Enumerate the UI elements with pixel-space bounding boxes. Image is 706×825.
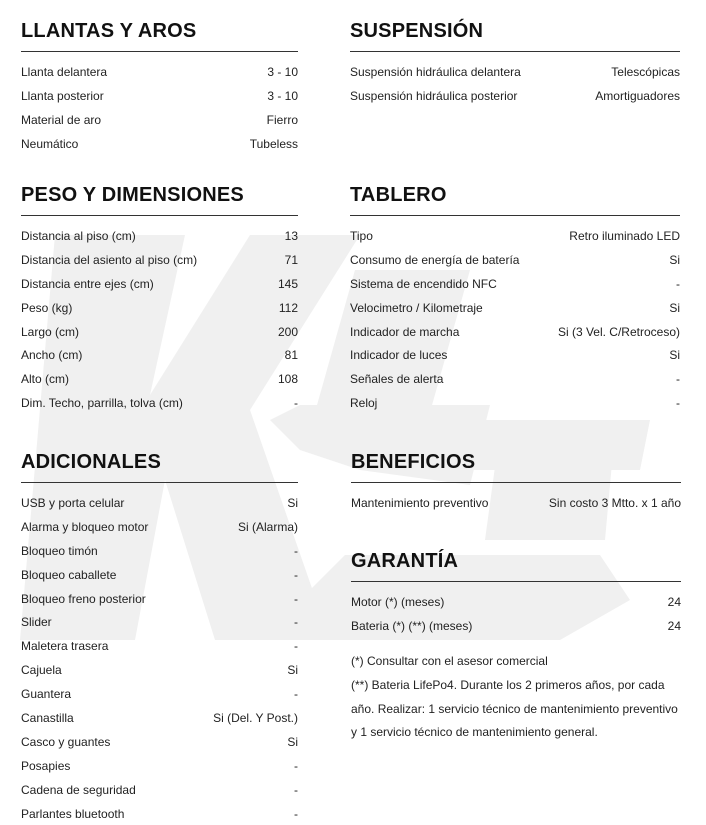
spec-value: 13 [284,228,298,243]
spec-label: Guantera [21,687,72,702]
section-title: GARANTÍA [351,550,681,582]
spec-row [21,367,298,391]
spec-row [350,60,680,84]
spec-label: Canastilla [21,710,74,725]
spec-value: Si [669,252,680,267]
spec-label: Bateria (*) (**) (meses) [351,618,473,633]
spec-label: Material de aro [21,112,102,127]
spec-list [21,224,298,415]
spec-value: 81 [284,348,298,363]
spec-row [21,778,298,802]
spec-value: 24 [667,618,681,633]
spec-label: Tipo [350,228,373,243]
spec-row [21,610,298,634]
spec-value: - [676,372,680,387]
spec-value: 3 - 10 [267,64,298,79]
spec-label: Mantenimiento preventivo [351,495,489,510]
spec-value: 3 - 10 [267,88,298,103]
spec-value: Si [287,495,298,510]
spec-row [21,539,298,563]
spec-value: - [294,591,298,606]
spec-value: - [294,639,298,654]
spec-label: Casco y guantes [21,734,111,749]
spec-value: Fierro [266,112,298,127]
spec-value: - [294,567,298,582]
spec-value: 108 [277,372,298,387]
spec-label: Reloj [350,396,378,411]
spec-value: Retro iluminado LED [569,228,680,243]
spec-list [350,224,680,415]
spec-label: Maletera trasera [21,639,109,654]
spec-value: Si (Del. Y Post.) [213,710,298,725]
spec-row [21,84,298,108]
spec-label: Slider [21,615,52,630]
spec-value: - [294,543,298,558]
spec-label: Llanta delantera [21,64,108,79]
spec-row [21,272,298,296]
spec-row [21,108,298,132]
footnote-line: (*) Consultar con el asesor comercial [351,654,548,668]
section-title: ADICIONALES [21,451,298,483]
spec-label: Dim. Techo, parrilla, tolva (cm) [21,396,183,411]
spec-list [351,590,681,638]
spec-value: Si [669,300,680,315]
spec-label: Suspensión hidráulica delantera [350,64,521,79]
spec-value: Si [669,348,680,363]
spec-row [21,730,298,754]
spec-row [351,614,681,638]
section-peso-y-dimensiones [21,184,298,415]
spec-value: Si (3 Vel. C/Retroceso) [557,324,680,339]
section-title: LLANTAS Y AROS [21,20,298,52]
section-llantas-y-aros [21,20,298,156]
spec-list [351,491,681,515]
spec-value: 71 [284,252,298,267]
spec-row [21,491,298,515]
spec-label: Distancia al piso (cm) [21,228,136,243]
footnotes [351,650,691,745]
section-beneficios [351,451,681,515]
spec-label: Alto (cm) [21,372,69,387]
spec-row [21,682,298,706]
footnote-line: y 1 servicio técnico de mantenimiento general. [351,725,598,740]
spec-label: Distancia entre ejes (cm) [21,276,154,291]
spec-row [21,320,298,344]
spec-row [21,343,298,367]
spec-label: Posapies [21,758,71,773]
spec-list [350,60,680,108]
spec-row [21,658,298,682]
spec-row [21,634,298,658]
spec-value: - [294,782,298,797]
spec-value: Amortiguadores [595,88,680,103]
spec-label: USB y porta celular [21,495,125,510]
spec-row [21,248,298,272]
spec-value: 112 [278,300,298,315]
spec-row [350,248,680,272]
spec-label: Bloqueo freno posterior [21,591,146,606]
spec-row [21,132,298,156]
spec-value: - [294,806,298,821]
spec-value: - [676,276,680,291]
spec-label: Motor (*) (meses) [351,594,445,609]
spec-row [21,224,298,248]
spec-label: Cadena de seguridad [21,782,136,797]
spec-row [350,272,680,296]
spec-row [21,60,298,84]
spec-value: Telescópicas [611,64,680,79]
section-title: TABLERO [350,184,680,216]
footnote-line: (**) Bateria LifePo4. Durante los 2 primeros años, por cada [351,677,665,692]
spec-label: Consumo de energía de batería [350,252,520,267]
spec-label: Parlantes bluetooth [21,806,125,821]
spec-row [350,367,680,391]
spec-label: Sistema de encendido NFC [350,276,497,291]
section-suspension [350,20,680,108]
spec-value: 24 [667,594,681,609]
spec-value: Si [287,734,298,749]
spec-row [21,802,298,825]
section-tablero [350,184,680,415]
spec-value: - [676,396,680,411]
spec-row [350,224,680,248]
section-title: SUSPENSIÓN [350,20,680,52]
spec-list [21,60,298,156]
spec-row [21,515,298,539]
spec-row [350,391,680,415]
spec-row [21,587,298,611]
spec-row [351,590,681,614]
spec-label: Bloqueo timón [21,543,98,558]
spec-label: Ancho (cm) [21,348,83,363]
spec-label: Velocimetro / Kilometraje [350,300,483,315]
spec-label: Peso (kg) [21,300,73,315]
section-garantia [351,550,681,638]
spec-label: Alarma y bloqueo motor [21,519,149,534]
spec-row [21,563,298,587]
spec-label: Llanta posterior [21,88,104,103]
spec-value: 200 [277,324,298,339]
spec-value: - [294,615,298,630]
spec-value: Si (Alarma) [237,519,298,534]
spec-row [350,296,680,320]
spec-row [21,296,298,320]
footnote-line: año. Realizar: 1 servicio técnico de mantenimiento preventivo [351,701,678,716]
spec-value: Si [287,663,298,678]
spec-label: Cajuela [21,663,62,678]
spec-value: Tubeless [249,136,298,151]
spec-row [350,343,680,367]
spec-list [21,491,298,825]
spec-value: 145 [277,276,298,291]
spec-row [350,320,680,344]
spec-label: Indicador de luces [350,348,448,363]
spec-row [21,754,298,778]
spec-label: Neumático [21,136,79,151]
spec-value: - [294,758,298,773]
spec-label: Largo (cm) [21,324,80,339]
spec-row [350,84,680,108]
spec-label: Distancia del asiento al piso (cm) [21,252,198,267]
spec-value: Sin costo 3 Mtto. x 1 año [548,495,681,510]
section-adicionales [21,451,298,825]
spec-label: Señales de alerta [350,372,444,387]
spec-label: Bloqueo caballete [21,567,117,582]
spec-label: Suspensión hidráulica posterior [350,88,518,103]
spec-row [21,706,298,730]
spec-row [21,391,298,415]
spec-row [351,491,681,515]
section-title: BENEFICIOS [351,451,681,483]
section-title: PESO Y DIMENSIONES [21,184,298,216]
spec-value: - [294,687,298,702]
spec-value: - [294,396,298,411]
spec-label: Indicador de marcha [350,324,460,339]
